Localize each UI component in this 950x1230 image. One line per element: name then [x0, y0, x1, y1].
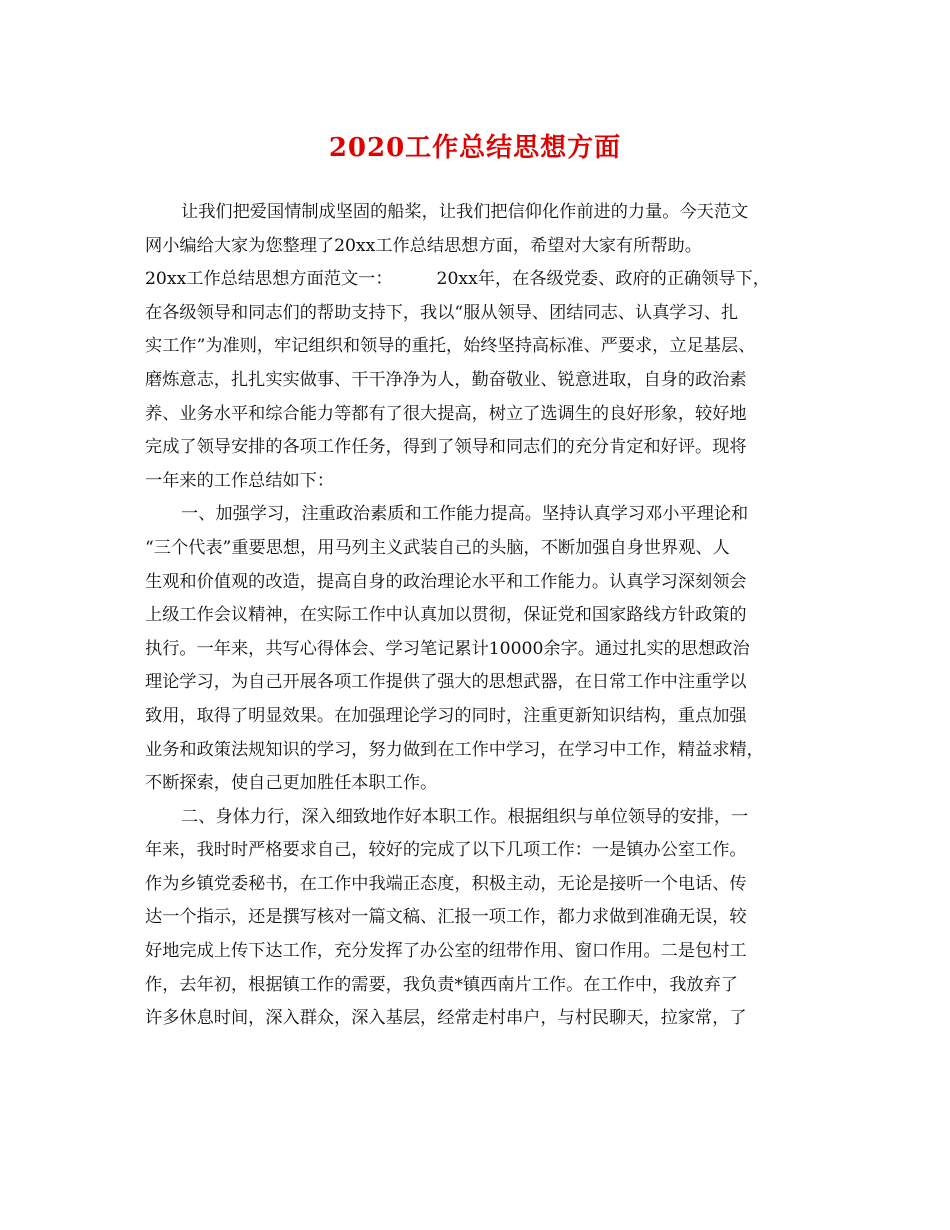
text-line: 网小编给大家为您整理了20xx工作总结思想方面，希望对大家有所帮助。: [145, 235, 702, 256]
text-line: 完成了领导安排的各项工作任务，得到了领导和同志们的充分肯定和好评。现将: [145, 437, 747, 458]
document-title: 2020工作总结思想方面: [328, 133, 622, 163]
text-line: 达一个指示，还是撰写核对一篇文稿、汇报一项工作，都力求做到准确无误，较: [145, 907, 747, 928]
text-line: 磨炼意志，扎扎实实做事、干干净净为人，勤奋敬业、锐意进取，自身的政治素: [145, 369, 747, 390]
text-line: 养、业务水平和综合能力等都有了很大提高，树立了选调生的良好形象，较好地: [145, 403, 747, 424]
text-line: 许多休息时间，深入群众，深入基层，经常走村串户，与村民聊天，拉家常，了: [145, 1008, 747, 1029]
text-line: 不断探索，使自己更加胜任本职工作。: [145, 773, 438, 794]
section-one-paragraph: [145, 498, 810, 800]
text-line: 一年来的工作总结如下：: [145, 470, 335, 491]
text-line: 让我们把爱国情制成坚固的船桨，让我们把信仰化作前进的力量。今天范文: [181, 202, 749, 222]
document-body: [145, 196, 810, 1036]
text-line: 理论学习，为自己开展各项工作提供了强大的思想武器，在日常工作中注重学以: [145, 672, 747, 693]
text-line: 上级工作会议精神，在实际工作中认真加以贯彻，保证党和国家路线方针政策的: [145, 605, 747, 626]
text-line: 执行。一年来，共写心得体会、学习笔记累计10000余字。通过扎实的思想政治: [145, 638, 750, 659]
text-line: 实工作”为准则，牢记组织和领导的重托，始终坚持高标准、严要求，立足基层、: [145, 336, 756, 357]
intro-paragraph: [145, 196, 810, 263]
text-line: 作，去年初，根据镇工作的需要，我负责*镇西南片工作。在工作中，我放弃了: [145, 974, 738, 995]
text-line: 在各级领导和同志们的帮助支持下，我以“服从领导、团结同志、认真学习、扎: [145, 302, 739, 323]
text-line: 作为乡镇党委秘书，在工作中我端正态度，积极主动，无论是接听一个电话、传: [145, 873, 747, 894]
text-line: 年来，我时时严格要求自己，较好的完成了以下几项工作：一是镇办公室工作。: [145, 840, 747, 861]
text-line: [145, 263, 810, 297]
text-line: 好地完成上传下达工作，充分发挥了办公室的纽带作用、窗口作用。二是包村工: [145, 941, 747, 962]
text-line: 生观和价值观的改造，提高自身的政治理论水平和工作能力。认真学习深刻领会: [145, 571, 747, 592]
text-line: 致用，取得了明显效果。在加强理论学习的同时，注重更新知识结构，重点加强: [145, 705, 747, 726]
sample-paragraph: [145, 263, 810, 498]
text-line: “三个代表”重要思想，用马列主义武装自己的头脑，不断加强自身世界观、人: [145, 537, 730, 558]
sample-label: 20xx工作总结思想方面范文一：: [145, 269, 393, 290]
text-line: 二、身体力行，深入细致地作好本职工作。根据组织与单位领导的安排，一: [181, 806, 749, 827]
text-line: 一、加强学习，注重政治素质和工作能力提高。坚持认真学习邓小平理论和: [181, 504, 749, 525]
text-line: 业务和政策法规知识的学习，努力做到在工作中学习，在学习中工作，精益求精，: [145, 739, 764, 760]
sample-first-line: 20xx年，在各级党委、政府的正确领导下，: [436, 269, 770, 290]
section-two-paragraph: [145, 801, 810, 1036]
